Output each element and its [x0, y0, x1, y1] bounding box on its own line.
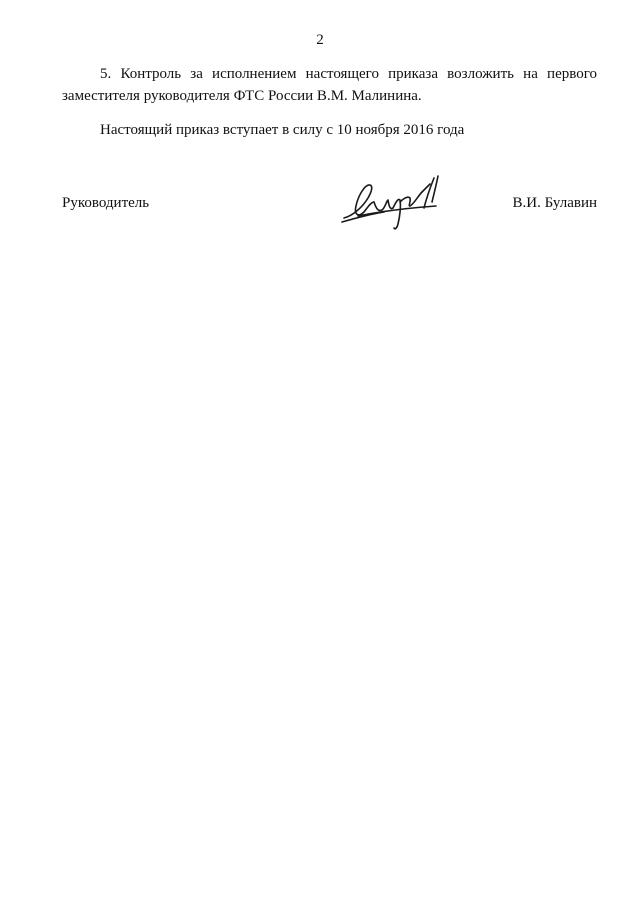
handwritten-signature-icon — [338, 172, 458, 234]
paragraph-5-line-1: 5. Контроль за исполнением настоящего приказа возложить на первого — [100, 66, 597, 82]
paragraph-item-5 — [62, 63, 597, 107]
paragraph-5-line-2: заместителя руководителя ФТС России В.М. Малинина. — [62, 88, 422, 104]
signature-block — [62, 190, 597, 230]
page-number: 2 — [316, 32, 324, 48]
signatory-name: В.И. Булавин — [512, 195, 597, 211]
effective-date-statement: Настоящий приказ вступает в силу с 10 ноября 2016 года — [100, 122, 465, 138]
signatory-title: Руководитель — [62, 195, 150, 211]
